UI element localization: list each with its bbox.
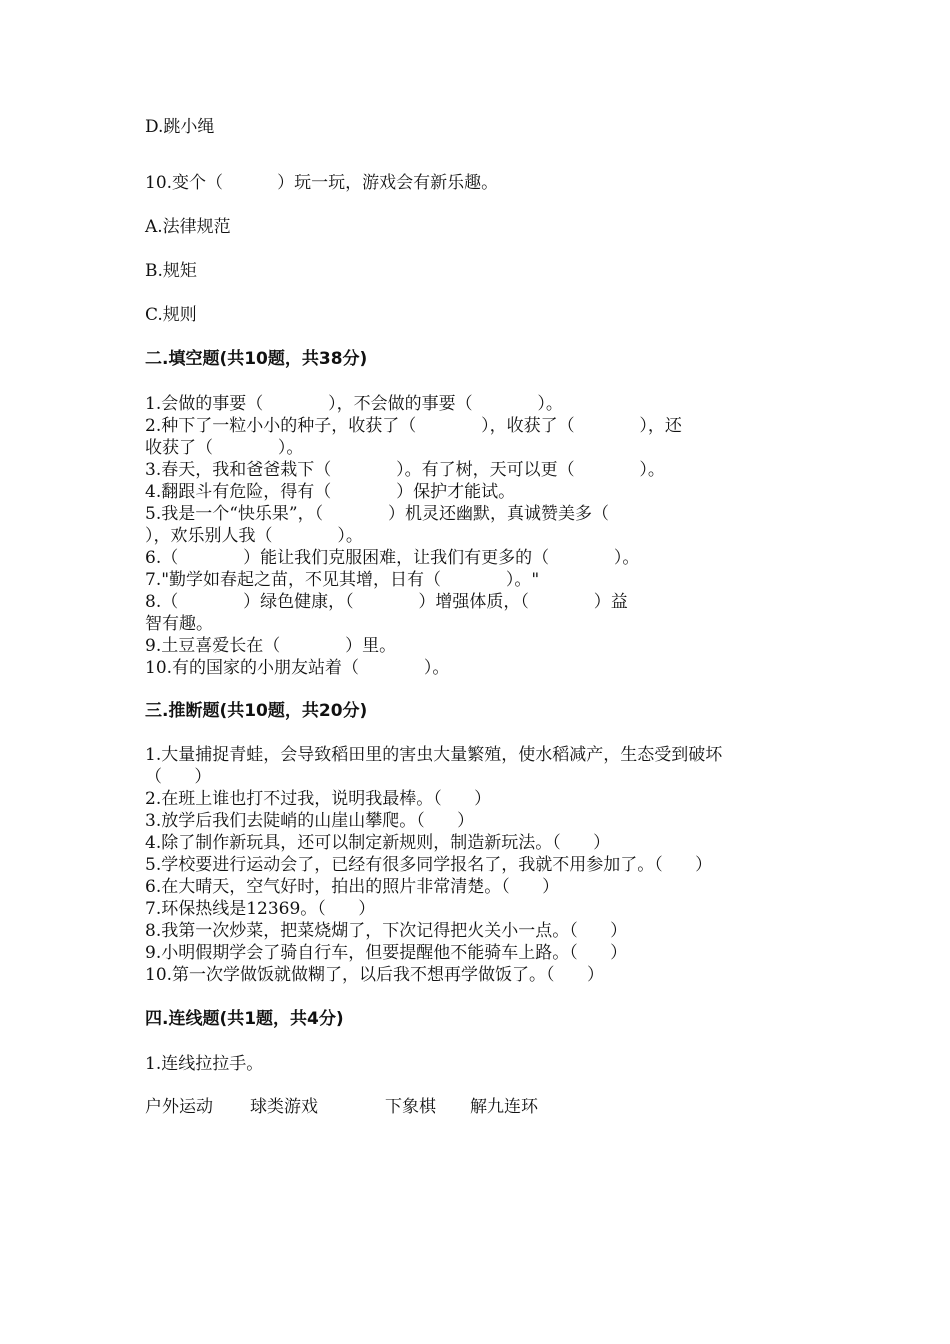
section4-heading: 四.连线题(共1题，共4分): [145, 1009, 344, 1029]
q10-option-a: A.法律规范: [145, 217, 231, 237]
fill-item: 1.会做的事要（ ），不会做的事要（ ）。: [145, 394, 563, 414]
judge-item: 10.第一次学做饭就做糊了，以后我不想再学做饭了。（ ）: [145, 965, 604, 985]
judge-item: 4.除了制作新玩具，还可以制定新规则，制造新玩法。（ ）: [145, 833, 611, 853]
fill-item: 智有趣。: [145, 614, 213, 634]
fill-item: 9.土豆喜爱长在（ ）里。: [145, 636, 397, 656]
fill-item: 4.翻跟斗有危险，得有（ ）保护才能试。: [145, 482, 516, 502]
judge-item: （ ）: [145, 767, 212, 787]
judge-item: 2.在班上谁也打不过我，说明我最棒。（ ）: [145, 789, 492, 809]
judge-item: 6.在大晴天，空气好时，拍出的照片非常清楚。（ ）: [145, 877, 560, 897]
fill-item: 收获了（ ）。: [145, 438, 304, 458]
judge-item: 8.我第一次炒菜，把菜烧煳了，下次记得把火关小一点。（ ）: [145, 921, 628, 941]
q9-option-d: D.跳小绳: [145, 117, 215, 137]
match-word-ball-games: 球类游戏: [250, 1097, 318, 1117]
fill-item: 3.春天，我和爸爸栽下（ ）。有了树，天可以更（ ）。: [145, 460, 665, 480]
match-word-nine-rings: 解九连环: [470, 1097, 538, 1117]
matching-question: 1.连线拉拉手。: [145, 1054, 264, 1074]
fill-item: 7."勤学如春起之苗，不见其增，日有（ ）。": [145, 570, 540, 590]
section3-heading: 三.推断题(共10题，共20分): [145, 701, 368, 721]
judge-item: 1.大量捕捉青蛙，会导致稻田里的害虫大量繁殖，使水稻减产，生态受到破坏: [145, 745, 723, 765]
fill-item: 5.我是一个“快乐果”，（ ）机灵还幽默，真诚赞美多（: [145, 504, 609, 524]
q10-option-c: C.规则: [145, 305, 197, 325]
fill-item: ），欢乐别人我（ ）。: [145, 526, 363, 546]
match-word-chess: 下象棋: [385, 1097, 436, 1117]
section2-heading: 二.填空题(共10题，共38分): [145, 349, 368, 369]
fill-item: 8.（ ）绿色健康，（ ）增强体质，（ ）益: [145, 592, 628, 612]
q10-option-b: B.规矩: [145, 261, 197, 281]
judge-item: 9.小明假期学会了骑自行车，但要提醒他不能骑车上路。（ ）: [145, 943, 628, 963]
match-word-outdoor: 户外运动: [145, 1097, 213, 1117]
judge-item: 7.环保热线是12369。（ ）: [145, 899, 376, 919]
judge-item: 5.学校要进行运动会了，已经有很多同学报名了，我就不用参加了。（ ）: [145, 855, 713, 875]
fill-item: 6.（ ）能让我们克服困难，让我们有更多的（ ）。: [145, 548, 640, 568]
fill-item: 2.种下了一粒小小的种子，收获了（ ），收获了（ ），还: [145, 416, 682, 436]
q10-stem: 10.变个（ ）玩一玩，游戏会有新乐趣。: [145, 173, 499, 193]
fill-item: 10.有的国家的小朋友站着（ ）。: [145, 658, 450, 678]
judge-item: 3.放学后我们去陡峭的山崖山攀爬。（ ）: [145, 811, 475, 831]
